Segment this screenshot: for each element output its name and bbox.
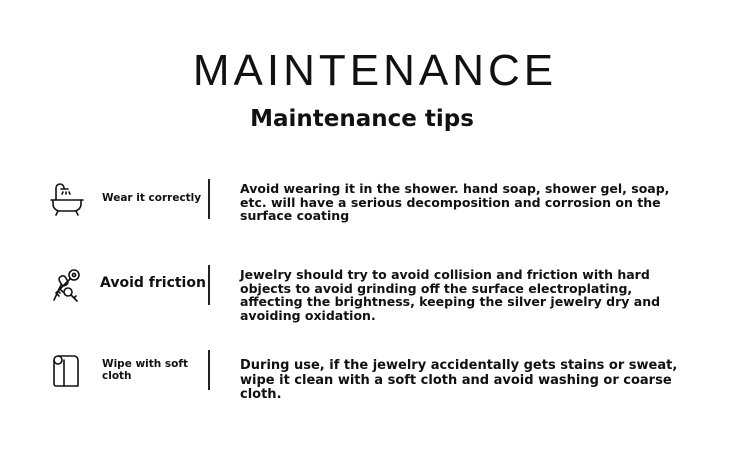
tip-divider xyxy=(208,179,210,219)
tip-label: Wear it correctly xyxy=(102,192,202,204)
tip-row-wipe-soft-cloth xyxy=(0,348,750,402)
tip-row-wear-correctly xyxy=(0,176,750,224)
cloth-roll-icon xyxy=(48,352,86,390)
tip-description: During use, if the jewelry accidentally gets stains or sweat, wipe it clean with a soft cloth and avoid washing or coarse cloth. xyxy=(240,358,678,402)
page-title: MAINTENANCE xyxy=(192,46,558,95)
tip-divider xyxy=(208,265,210,305)
tip-description: Avoid wearing it in the shower. hand soap, shower gel, soap, etc. will have a serious decomposition and corrosion on the surface coating xyxy=(240,181,670,223)
tip-label: Avoid friction xyxy=(100,275,206,291)
tip-divider xyxy=(208,350,210,390)
tip-label: Wipe with soft cloth xyxy=(102,358,188,382)
tip-description: Jewelry should try to avoid collision and friction with hard objects to avoid grinding off the surface electroplating, affecting the brightness, keeping the silver jewelry dry and avoiding oxidation. xyxy=(240,267,661,323)
keys-icon xyxy=(48,266,86,304)
bathtub-shower-icon xyxy=(48,180,86,218)
page-subtitle: Maintenance tips xyxy=(250,106,474,132)
tip-row-avoid-friction xyxy=(0,264,750,323)
